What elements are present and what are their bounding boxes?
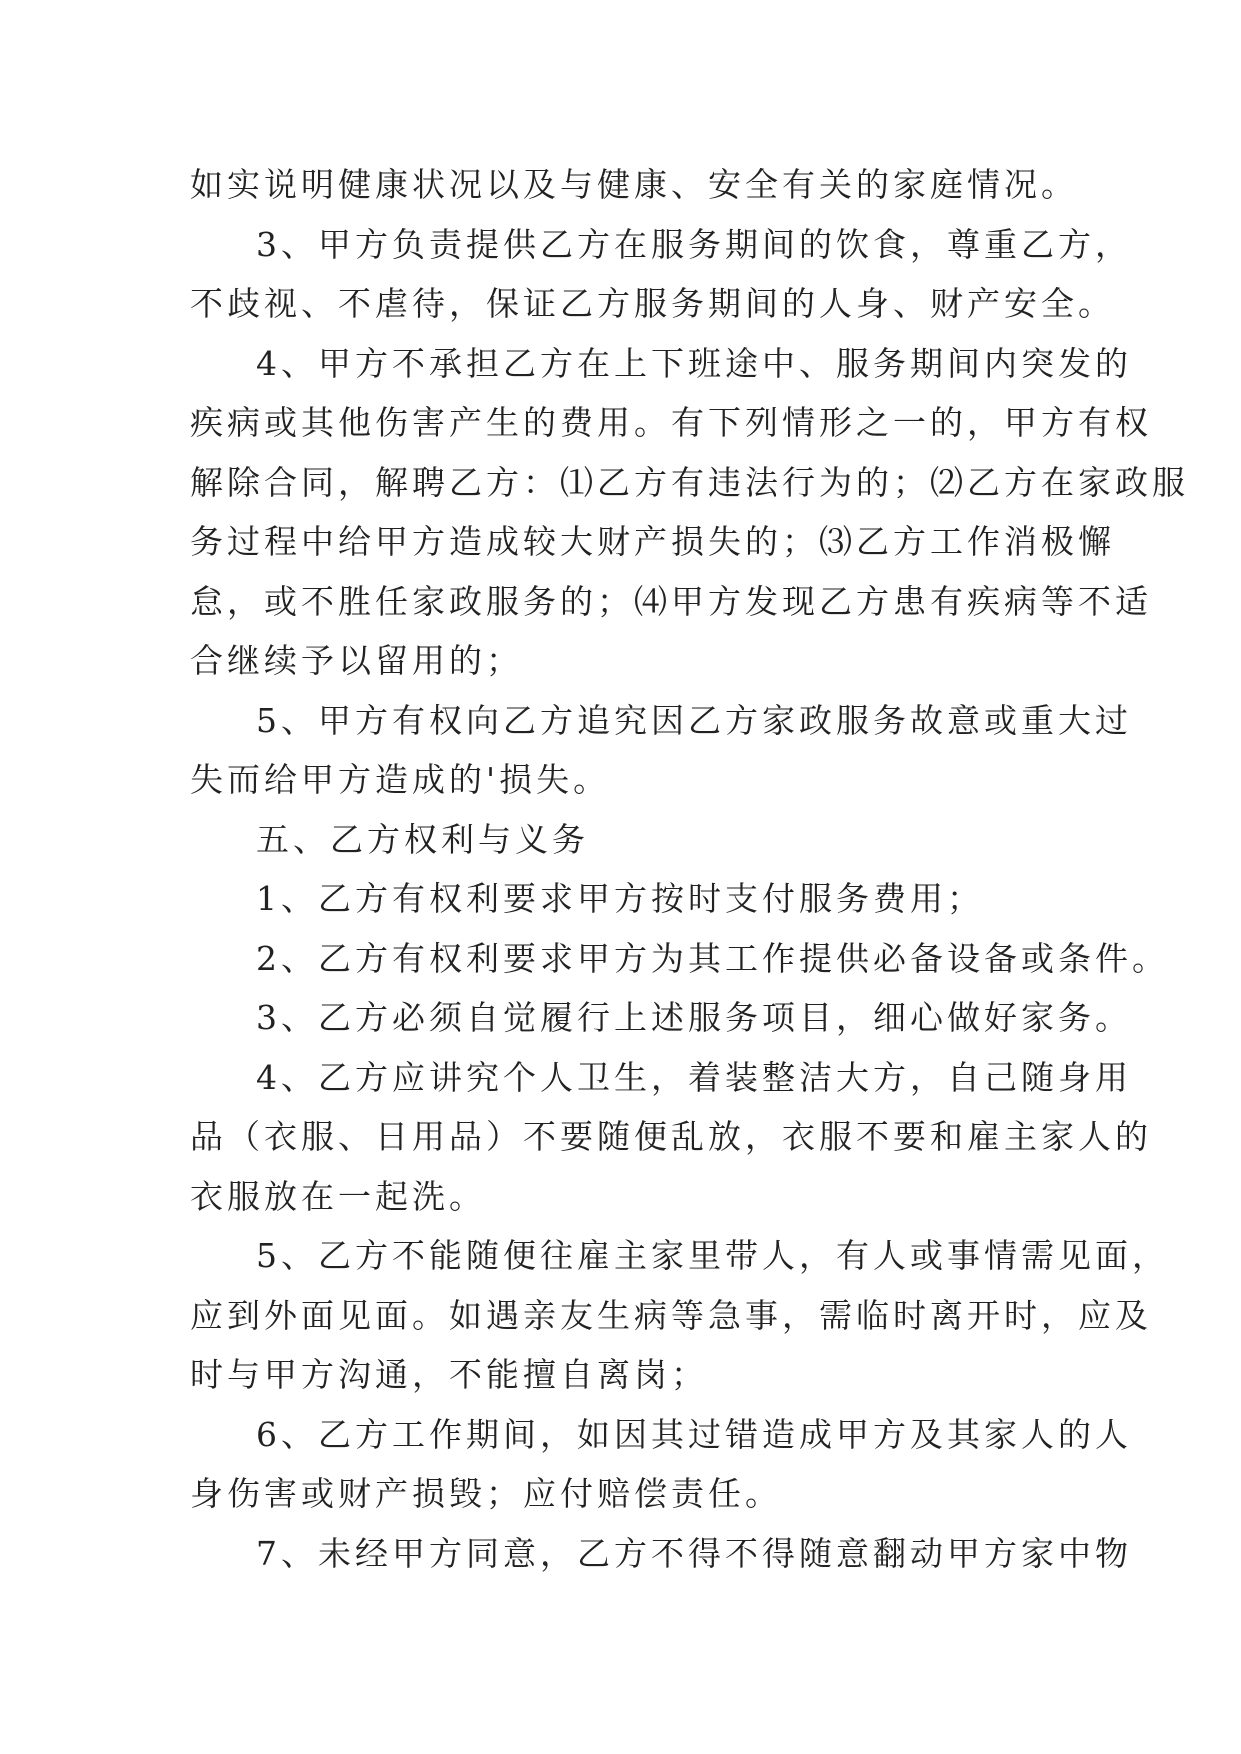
text-line: 身伤害或财产损毁；应付赔偿责任。 (190, 1474, 782, 1513)
text-line: 衣服放在一起洗。 (190, 1176, 486, 1216)
text-line: 7、未经甲方同意，乙方不得不得随意翻动甲方家中物 (256, 1533, 1132, 1573)
text-line: 1、乙方有权利要求甲方按时支付服务费用； (256, 879, 984, 918)
text-line: 务过程中给甲方造成较大财产损失的；⑶乙方工作消极懈 (190, 522, 1115, 561)
text-line: 4、乙方应讲究个人卫生，着装整洁大方，自己随身用 (256, 1057, 1132, 1097)
text-line: 5、甲方有权向乙方追究因乙方家政服务故意或重大过 (256, 700, 1132, 740)
text-line: 失而给甲方造成的'损失。 (190, 760, 611, 799)
text-line: 2、乙方有权利要求甲方为其工作提供必备设备或条件。 (256, 938, 1169, 978)
section-heading: 五、乙方权利与义务 (256, 819, 589, 859)
text-line: 不歧视、不虐待，保证乙方服务期间的人身、财产安全。 (190, 284, 1115, 323)
text-line: 如实说明健康状况以及与健康、安全有关的家庭情况。 (190, 165, 1078, 204)
text-line: 应到外面见面。如遇亲友生病等急事，需临时离开时，应及 (190, 1295, 1152, 1335)
document-body (190, 155, 1189, 1583)
text-line: 3、乙方必须自觉履行上述服务项目，细心做好家务。 (256, 998, 1132, 1037)
text-line: 3、甲方负责提供乙方在服务期间的饮食，尊重乙方， (256, 224, 1132, 264)
text-line: 合继续予以留用的； (190, 641, 523, 680)
text-line: 品（衣服、日用品）不要随便乱放，衣服不要和雇主家人的 (190, 1117, 1152, 1156)
text-line: 解除合同，解聘乙方：⑴乙方有违法行为的；⑵乙方在家政服 (190, 462, 1189, 502)
text-line: 4、甲方不承担乙方在上下班途中、服务期间内突发的 (256, 343, 1132, 383)
text-line: 6、乙方工作期间，如因其过错造成甲方及其家人的人 (256, 1414, 1132, 1454)
text-line: 怠，或不胜任家政服务的；⑷甲方发现乙方患有疾病等不适 (190, 581, 1152, 621)
text-line: 5、乙方不能随便往雇主家里带人，有人或事情需见面， (256, 1236, 1169, 1275)
text-line: 疾病或其他伤害产生的费用。有下列情形之一的，甲方有权 (190, 403, 1152, 442)
text-line: 时与甲方沟通，不能擅自离岗； (190, 1355, 708, 1394)
